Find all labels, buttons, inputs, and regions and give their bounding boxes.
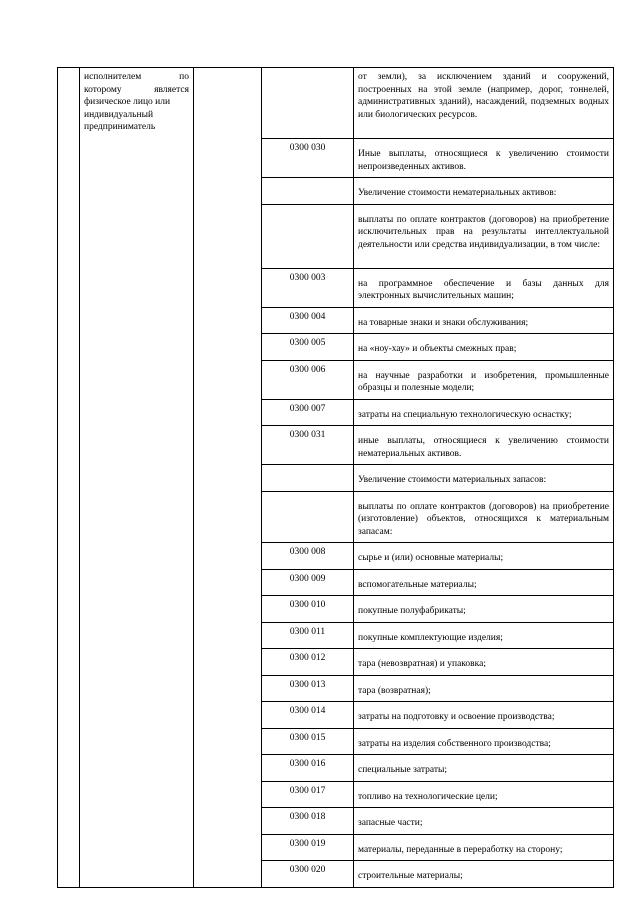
description-cell: покупные комплектующие изделия;: [354, 622, 614, 649]
code-cell: 0300 014: [262, 702, 354, 729]
code-cell: 0300 031: [262, 426, 354, 465]
code-cell: 0300 011: [262, 622, 354, 649]
code-cell: 0300 019: [262, 834, 354, 861]
code-cell: [262, 491, 354, 543]
description-cell: строительные материалы;: [354, 861, 614, 888]
description-cell: топливо на технологические цели;: [354, 781, 614, 808]
description-cell: иные выплаты, относящиеся к увеличению стоимости нематериальных активов.: [354, 426, 614, 465]
code-cell: 0300 007: [262, 399, 354, 426]
code-cell: 0300 006: [262, 360, 354, 399]
description-cell: на программное обеспечение и базы данных для электронных вычислительных машин;: [354, 268, 614, 307]
recipient-word: которому: [84, 84, 122, 95]
description-cell: Иные выплаты, относящиеся к увеличению стоимости непроизведенных активов.: [354, 139, 614, 178]
code-cell: 0300 013: [262, 675, 354, 702]
payment-recipient-cell: [80, 68, 194, 888]
description-cell: специальные затраты;: [354, 755, 614, 782]
empty-column-cell: [194, 68, 262, 888]
row-number-cell: [58, 68, 80, 888]
code-cell: 0300 030: [262, 139, 354, 178]
recipient-word: по: [179, 72, 189, 82]
code-cell: 0300 010: [262, 596, 354, 623]
code-cell: 0300 003: [262, 268, 354, 307]
code-cell: 0300 017: [262, 781, 354, 808]
code-cell: 0300 018: [262, 808, 354, 835]
code-cell: 0300 005: [262, 334, 354, 361]
description-cell: от земли), за исключением зданий и сооружений, построенных на этой земле (например, дорог, тоннелей, административных зданий), насаждений, подземных водных или биологических ресурсов.: [354, 68, 614, 139]
recipient-word: исполнителем: [84, 72, 142, 82]
description-cell: Увеличение стоимости материальных запасов:: [354, 465, 614, 492]
description-cell: на научные разработки и изобретения, промышленные образцы и полезные модели;: [354, 360, 614, 399]
code-cell: 0300 009: [262, 569, 354, 596]
description-cell: запасные части;: [354, 808, 614, 835]
description-cell: затраты на изделия собственного производства;: [354, 728, 614, 755]
recipient-word: является: [154, 84, 189, 95]
code-cell: 0300 015: [262, 728, 354, 755]
description-cell: тара (возвратная);: [354, 675, 614, 702]
description-cell: Увеличение стоимости нематериальных активов:: [354, 178, 614, 205]
description-cell: тара (невозвратная) и упаковка;: [354, 649, 614, 676]
description-cell: выплаты по оплате контрактов (договоров) на приобретение (изготовление) объектов, относящихся к материальным запасам:: [354, 491, 614, 543]
code-cell: 0300 016: [262, 755, 354, 782]
description-cell: затраты на подготовку и освоение производства;: [354, 702, 614, 729]
recipient-word: индивидуальный: [84, 109, 154, 120]
description-cell: на товарные знаки и знаки обслуживания;: [354, 307, 614, 334]
document-table: [57, 67, 614, 888]
code-cell: 0300 012: [262, 649, 354, 676]
description-cell: выплаты по оплате контрактов (договоров) на приобретение исключительных прав на результаты интеллектуальной деятельности или средства индивидуализации, в том числе:: [354, 204, 614, 268]
table-row: [58, 68, 614, 139]
table-body: [58, 68, 614, 888]
description-cell: сырье и (или) основные материалы;: [354, 543, 614, 570]
description-cell: на «ноу-хау» и объекты смежных прав;: [354, 334, 614, 361]
code-cell: 0300 008: [262, 543, 354, 570]
description-cell: затраты на специальную технологическую оснастку;: [354, 399, 614, 426]
recipient-word: предприниматель: [84, 122, 156, 132]
code-cell: 0300 004: [262, 307, 354, 334]
description-cell: покупные полуфабрикаты;: [354, 596, 614, 623]
code-cell: [262, 204, 354, 268]
code-cell: [262, 178, 354, 205]
code-cell: 0300 020: [262, 861, 354, 888]
description-cell: вспомогательные материалы;: [354, 569, 614, 596]
description-cell: материалы, переданные в переработку на сторону;: [354, 834, 614, 861]
recipient-text: [84, 71, 189, 134]
recipient-word: физическое лицо или: [84, 97, 171, 107]
code-cell: [262, 465, 354, 492]
code-cell: [262, 68, 354, 139]
